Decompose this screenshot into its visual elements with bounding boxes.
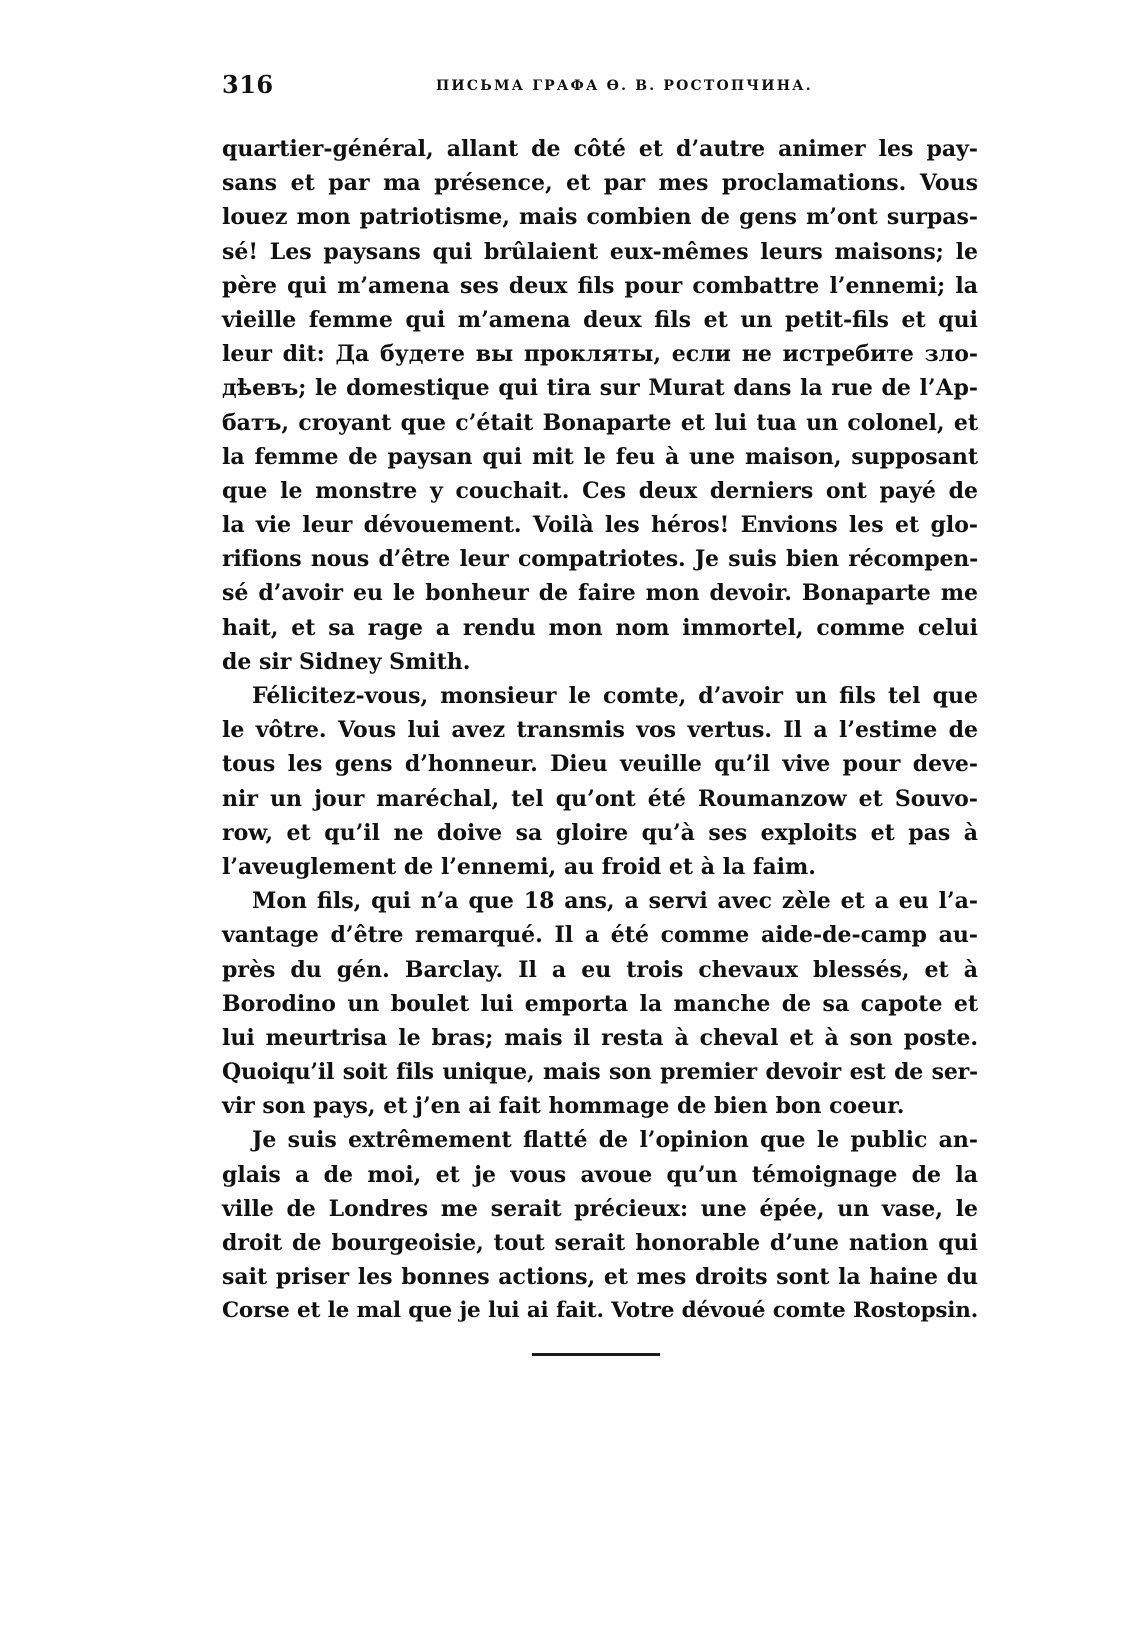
text-line: glais a de moi, et je vous avoue qu’un témoignage de la [222, 1161, 978, 1188]
text-line: que le monstre y couchait. Ces deux derniers ont payé de [222, 477, 978, 504]
text-line: vantage d’être remarqué. Il a été comme aide-de-camp au- [222, 922, 978, 949]
page-header [222, 70, 978, 110]
text-line: Corse et le mal que je lui ai fait. Votre dévoué comte Rostopsin. [222, 1298, 978, 1324]
text-line: sans et par ma présence, et par mes proclamations. Vous [222, 170, 978, 197]
text-line: ville de Londres me serait précieux: une épée, un vase, le [222, 1195, 978, 1222]
text-line: nir un jour maréchal, tel qu’ont été Roumanzow et Souvo- [222, 785, 978, 812]
text-line: l’aveuglement de l’ennemi, au froid et à la faim. [222, 853, 816, 880]
text-line: дѣевъ; le domestique qui tira sur Murat dans la rue de l’Ар- [222, 375, 978, 402]
text-line: Félicitez-vous, monsieur le comte, d’avoir un fils tel que [252, 683, 978, 709]
text-line: батъ, croyant que c’était Bonaparte et lui tua un colonel, et [222, 409, 978, 436]
text-line: sé! Les paysans qui brûlaient eux-mêmes leurs maisons; le [222, 238, 978, 265]
text-line: quartier-général, allant de côté et d’autre animer les pay- [222, 136, 978, 162]
text-line: vieille femme qui m’amena deux fils et un petit-fils et qui [222, 306, 978, 333]
text-line: sait priser les bonnes actions, et mes droits sont la haine du [222, 1264, 978, 1291]
end-rule-divider [532, 1353, 660, 1356]
text-line: sé d’avoir eu le bonheur de faire mon devoir. Bonaparte me [222, 580, 978, 607]
text-line: lui meurtrisa le bras; mais il resta à cheval et à son poste. [222, 1024, 978, 1051]
text-line: Mon fils, qui n’a que 18 ans, a servi avec zèle et a eu l’a- [252, 888, 978, 915]
text-line: de sir Sidney Smith. [222, 648, 471, 675]
text-line: près du gén. Barclay. Il a eu trois chevaux blessés, et à [222, 956, 978, 983]
text-line: hait, et sa rage a rendu mon nom immortel, comme celui [222, 614, 978, 641]
text-line: tous les gens d’honneur. Dieu veuille qu’il vive pour deve- [222, 751, 978, 778]
text-line: la vie leur dévouement. Voilà les héros! Envions les et glo- [222, 512, 978, 539]
text-line: vir son pays, et j’en ai fait hommage de bien bon coeur. [222, 1093, 905, 1120]
text-line: la femme de paysan qui mit le feu à une maison, supposant [222, 443, 978, 470]
text-line: droit de bourgeoisie, tout serait honorable d’une nation qui [222, 1230, 978, 1256]
text-line: row, et qu’il ne doive sa gloire qu’à ses exploits et pas à [222, 819, 978, 846]
text-line: le vôtre. Vous lui avez transmis vos vertus. Il a l’estime de [222, 717, 978, 744]
text-line: leur dit: Да будете вы прокляты, если не истребите зло- [222, 341, 978, 368]
text-line: Je suis extrêmement flatté de l’opinion que le public an- [252, 1127, 978, 1154]
running-title: ПИСЬМА ГРАФА Ѳ. В. РОСТОПЧИНА. [436, 78, 813, 94]
text-line: Borodino un boulet lui emporta la manche de sa capote et [222, 990, 978, 1017]
body-text [222, 132, 978, 1329]
page-number: 316 [222, 70, 274, 99]
text-line: Quoiqu’il soit fils unique, mais son premier devoir est de ser- [222, 1059, 978, 1086]
text-line: louez mon patriotisme, mais combien de gens m’ont surpas- [222, 204, 978, 231]
text-line: père qui m’amena ses deux fils pour combattre l’ennemi; la [222, 272, 978, 299]
text-line: rifions nous d’être leur compatriotes. Je suis bien récompen- [222, 546, 978, 573]
